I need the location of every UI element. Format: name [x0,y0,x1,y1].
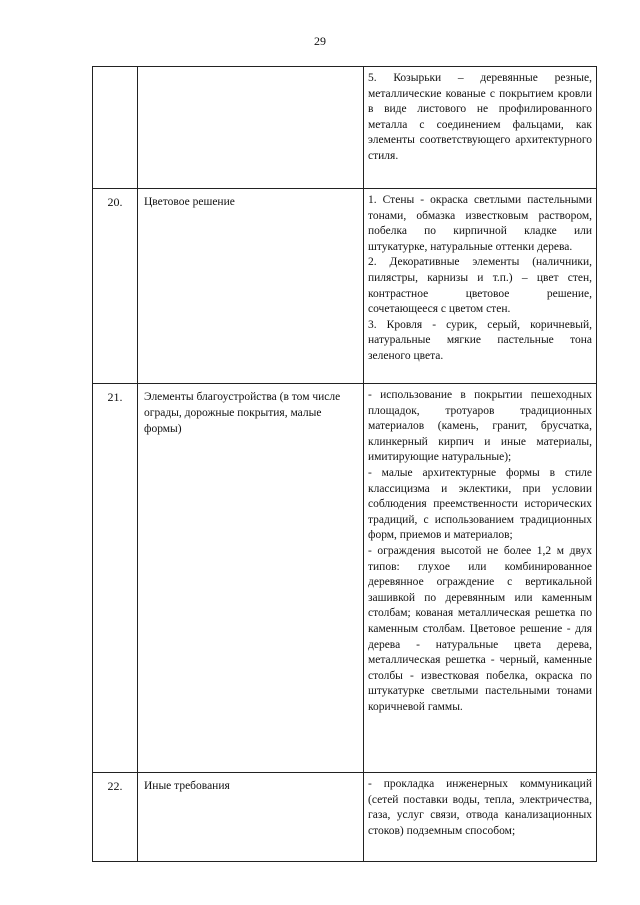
row-description [364,773,597,862]
description-paragraph: 5. Козырьки – деревянные резные, металлические кованые с покрытием кровли в виде листового не профилированного металла с соединением фальцами, как элементы соответствующего архитектурного стиля. [368,72,592,162]
row-number: 22. [93,773,138,862]
row-number [93,67,138,189]
description-paragraph: - малые архитектурные формы в стиле классицизма и эклектики, при условии соблюдения преемственности исторических традиций, с использованием традиционных форм, приемов и материалов; [368,466,592,542]
row-description [364,67,597,189]
row-name [138,67,364,189]
row-name: Цветовое решение [138,189,364,384]
table-row [93,384,597,773]
description-paragraph: 3. Кровля - сурик, серый, коричневый, натуральные мягкие пастельные тона зеленого цвета. [368,318,592,362]
page-number: 29 [314,34,326,48]
row-name: Элементы благоустройства (в том числе ограды, дорожные покрытия, малые формы) [138,384,364,773]
description-paragraph: - ограждения высотой не более 1,2 м двух типов: глухое или комбинированное деревянное ограждение с вертикальной зашивкой по деревянным или каменным столбам; кованая металлическая решетка по каменным столбам. Цветовое решение - для дерева - натуральные цвета дерева, металлическая решетка - черный, каменные столбы - известковая побелка, окраска по штукатурке светлыми пастельными тонами коричневой гаммы. [368,544,592,713]
description-paragraph: 2. Декоративные элементы (наличники, пилястры, карнизы и т.п.) – цвет стен, контрастное цветовое решение, сочетающееся с цветом стен. [368,256,592,316]
row-number: 21. [93,384,138,773]
description-paragraph: - прокладка инженерных коммуникаций (сетей поставки воды, тепла, электричества, газа, услуг связи, отвода канализационных стоков) подземным способом; [368,778,592,837]
description-paragraph: 1. Стены - окраска светлыми пастельными тонами, обмазка известковым раствором, побелка по кирпичной кладке или штукатурке, натуральные оттенки дерева. [368,194,592,253]
row-description [364,189,597,384]
row-description [364,384,597,773]
table-row [93,189,597,384]
description-paragraph: - использование в покрытии пешеходных площадок, тротуаров традиционных материалов (камень, гранит, брусчатка, клинкерный кирпич и иные материалы, имитирующие натуральные); [368,389,592,464]
table-row [93,773,597,862]
row-name: Иные требования [138,773,364,862]
requirements-table [92,66,597,862]
table-row [93,67,597,189]
row-number: 20. [93,189,138,384]
